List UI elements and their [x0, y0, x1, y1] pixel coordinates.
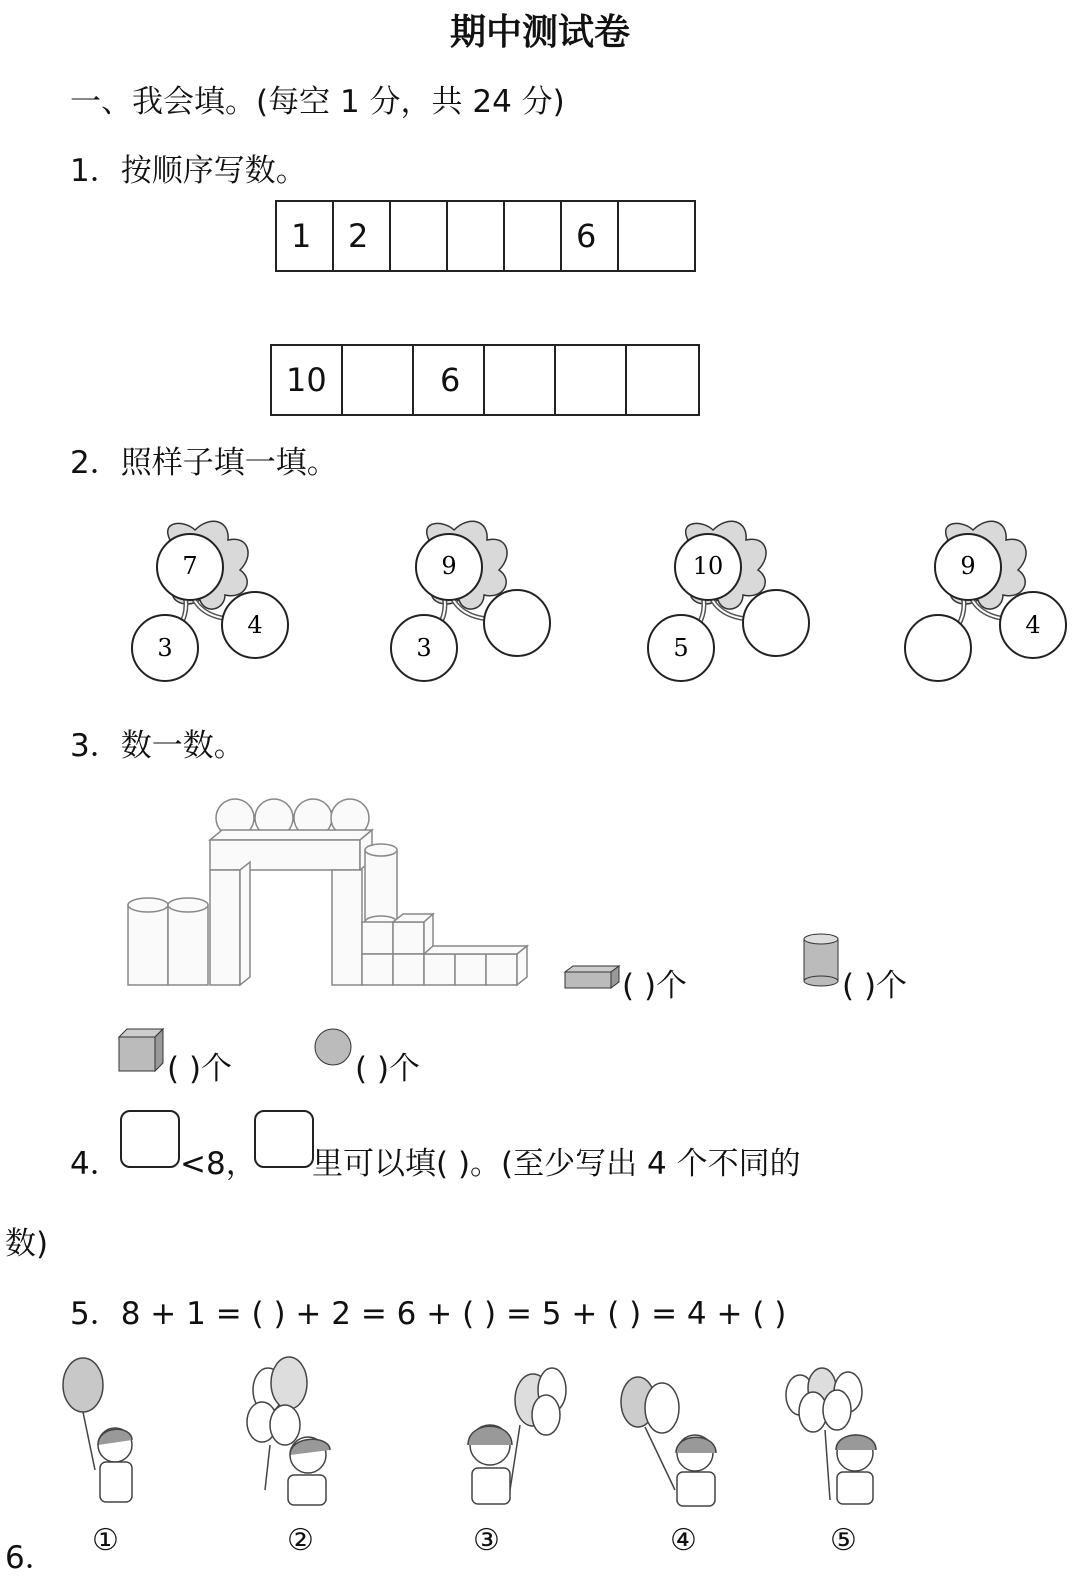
seq-cell[interactable]: 6 — [414, 346, 485, 414]
seq-cell[interactable] — [485, 346, 556, 414]
q4-text-continued: 数) — [5, 1226, 49, 1262]
child-label: ③ — [473, 1523, 500, 1558]
flower-left-number: 5 — [673, 634, 689, 662]
flower-right-number: 4 — [1025, 611, 1041, 639]
q4-text: 里可以填( )。(至少写出 4 个不同的 — [312, 1146, 801, 1182]
building-blocks-figure — [120, 790, 540, 990]
section-heading: 一、我会填。(每空 1 分，共 24 分) — [70, 84, 565, 120]
flower-left-number: 3 — [416, 634, 432, 662]
flower-top-number: 9 — [441, 552, 457, 580]
q4-less-than: <8， — [180, 1146, 257, 1182]
seq-cell[interactable] — [448, 202, 505, 270]
cube-icon — [117, 1025, 167, 1073]
seq-cell[interactable] — [391, 202, 448, 270]
count-blank[interactable]: ( )个 — [622, 968, 688, 1004]
q3-label: 3．数一数。 — [70, 728, 245, 764]
q6-number: 6． — [5, 1540, 56, 1576]
answer-box[interactable] — [254, 1110, 314, 1168]
q2-label: 2．照样子填一填。 — [70, 445, 338, 481]
flower-top-number: 9 — [960, 552, 976, 580]
q5-equation: 5．8 + 1 = ( ) + 2 = 6 + ( ) = 5 + ( ) = 4 + ( ) — [70, 1296, 787, 1332]
seq-cell[interactable] — [627, 346, 698, 414]
seq-cell[interactable] — [505, 202, 562, 270]
count-blank[interactable]: ( )个 — [842, 968, 908, 1004]
count-blank[interactable]: ( )个 — [355, 1051, 421, 1087]
child-label: ① — [92, 1523, 119, 1558]
seq-cell[interactable] — [619, 202, 694, 270]
cylinder-icon — [802, 932, 842, 990]
seq-cell[interactable] — [343, 346, 414, 414]
sphere-icon — [313, 1027, 355, 1069]
child-label: ④ — [670, 1523, 697, 1558]
count-blank[interactable]: ( )个 — [167, 1051, 233, 1087]
child-label: ② — [287, 1523, 314, 1558]
seq-cell[interactable]: 2 — [334, 202, 391, 270]
flower-left-number: 3 — [157, 634, 173, 662]
q1-label: 1．按顺序写数。 — [70, 153, 307, 189]
page-title: 期中测试卷 — [449, 12, 630, 53]
flower-top-number: 10 — [692, 552, 724, 580]
seq-cell[interactable]: 1 — [277, 202, 334, 270]
sequence-row-2 — [270, 344, 700, 416]
seq-cell[interactable] — [556, 346, 627, 414]
answer-box[interactable] — [120, 1110, 180, 1168]
balloon-children-figure — [40, 1350, 1040, 1520]
flower-diagrams — [0, 500, 1080, 700]
cuboid-icon — [563, 962, 623, 990]
child-label: ⑤ — [830, 1523, 857, 1558]
q4-number: 4． — [70, 1146, 121, 1182]
seq-cell[interactable]: 6 — [562, 202, 619, 270]
sequence-row-1 — [275, 200, 696, 272]
seq-cell[interactable]: 10 — [272, 346, 343, 414]
flower-right-number: 4 — [247, 611, 263, 639]
flower-top-number: 7 — [182, 552, 198, 580]
